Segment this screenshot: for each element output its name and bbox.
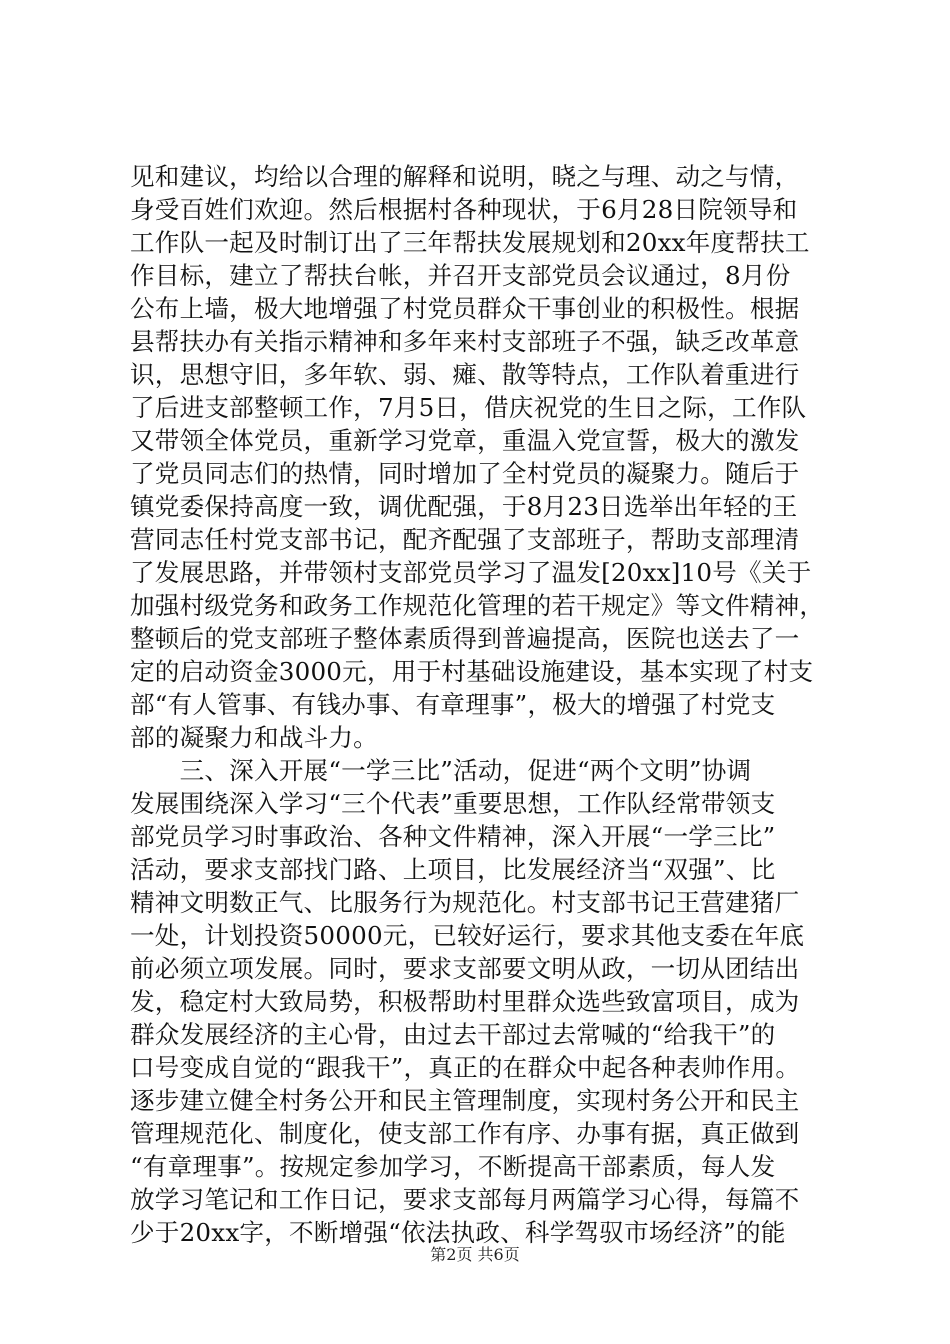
text-line: 精神文明数正气、比服务行为规范化。村支部书记王营建猪厂 (130, 888, 800, 917)
text-line: 部党员学习时事政治、各种文件精神，深入开展“一学三比” (130, 822, 776, 851)
text-line: 定的启动资金3000元，用于村基础设施建设，基本实现了村支 (130, 657, 814, 686)
text-line: 又带领全体党员，重新学习党章，重温入党宣誓，极大的激发 (130, 426, 800, 455)
text-line: 镇党委保持高度一致，调优配强，于8月23日选举出年轻的王 (130, 492, 798, 521)
text-line: 整顿后的党支部班子整体素质得到普遍提高，医院也送去了一 (130, 624, 800, 653)
text-line: 了发展思路，并带领村支部党员学习了温发[20xx]10号《关于 (130, 558, 812, 587)
text-line: 公布上墙，极大地增强了村党员群众干事创业的积极性。根据 (130, 294, 800, 323)
text-line: 营同志任村党支部书记，配齐配强了支部班子，帮助支部理清 (130, 525, 800, 554)
text-line: 部“有人管事、有钱办事、有章理事”，极大的增强了村党支 (130, 690, 776, 719)
text-line: 前必须立项发展。同时，要求支部要文明从政，一切从团结出 (130, 954, 800, 983)
text-line: 少于20xx字，不断增强“依法执政、科学驾驭市场经济”的能 (130, 1218, 786, 1247)
text-line: 一处，计划投资50000元，已较好运行，要求其他支委在年底 (130, 921, 805, 950)
text-line: 放学习笔记和工作日记，要求支部每月两篇学习心得，每篇不 (130, 1185, 800, 1214)
text-line: 管理规范化、制度化，使支部工作有序、办事有据，真正做到 (130, 1119, 800, 1148)
text-line: “有章理事”。按规定参加学习，不断提高干部素质，每人发 (130, 1152, 776, 1181)
text-line: 发展围绕深入学习“三个代表”重要思想，工作队经常带领支 (130, 789, 776, 818)
text-line: 识，思想守旧，多年软、弱、瘫、散等特点，工作队着重进行 (130, 360, 800, 389)
text-line: 见和建议，均给以合理的解释和说明，晓之与理、动之与情， (130, 162, 800, 191)
text-line: 了后进支部整顿工作，7月5日，借庆祝党的生日之际，工作队 (130, 393, 807, 422)
document-body (130, 160, 830, 1249)
text-line: 部的凝聚力和战斗力。 (130, 723, 378, 752)
text-line: 加强村级党务和政务工作规范化管理的若干规定》等文件精神， (130, 591, 825, 620)
text-line: 发，稳定村大致局势，积极帮助村里群众选些致富项目，成为 (130, 987, 800, 1016)
text-line: 工作队一起及时制订出了三年帮扶发展规划和20xx年度帮扶工 (130, 228, 810, 257)
text-line: 活动，要求支部找门路、上项目，比发展经济当“双强”、比 (130, 855, 776, 884)
text-line: 县帮扶办有关指示精神和多年来村支部班子不强，缺乏改革意 (130, 327, 800, 356)
section-heading-line: 三、深入开展“一学三比”活动，促进“两个文明”协调 (130, 756, 752, 785)
text-line: 作目标，建立了帮扶台帐，并召开支部党员会议通过，8月份 (130, 261, 791, 290)
text-line: 逐步建立健全村务公开和民主管理制度，实现村务公开和民主 (130, 1086, 800, 1115)
text-line: 群众发展经济的主心骨，由过去干部过去常喊的“给我干”的 (130, 1020, 776, 1049)
text-line: 口号变成自觉的“跟我干”，真正的在群众中起各种表帅作用。 (130, 1053, 801, 1082)
text-line: 身受百姓们欢迎。然后根据村各种现状，于6月28日院领导和 (130, 195, 798, 224)
text-line: 了党员同志们的热情，同时增加了全村党员的凝聚力。随后于 (130, 459, 800, 488)
page-number-footer: 第2页 共6页 (430, 1245, 520, 1264)
